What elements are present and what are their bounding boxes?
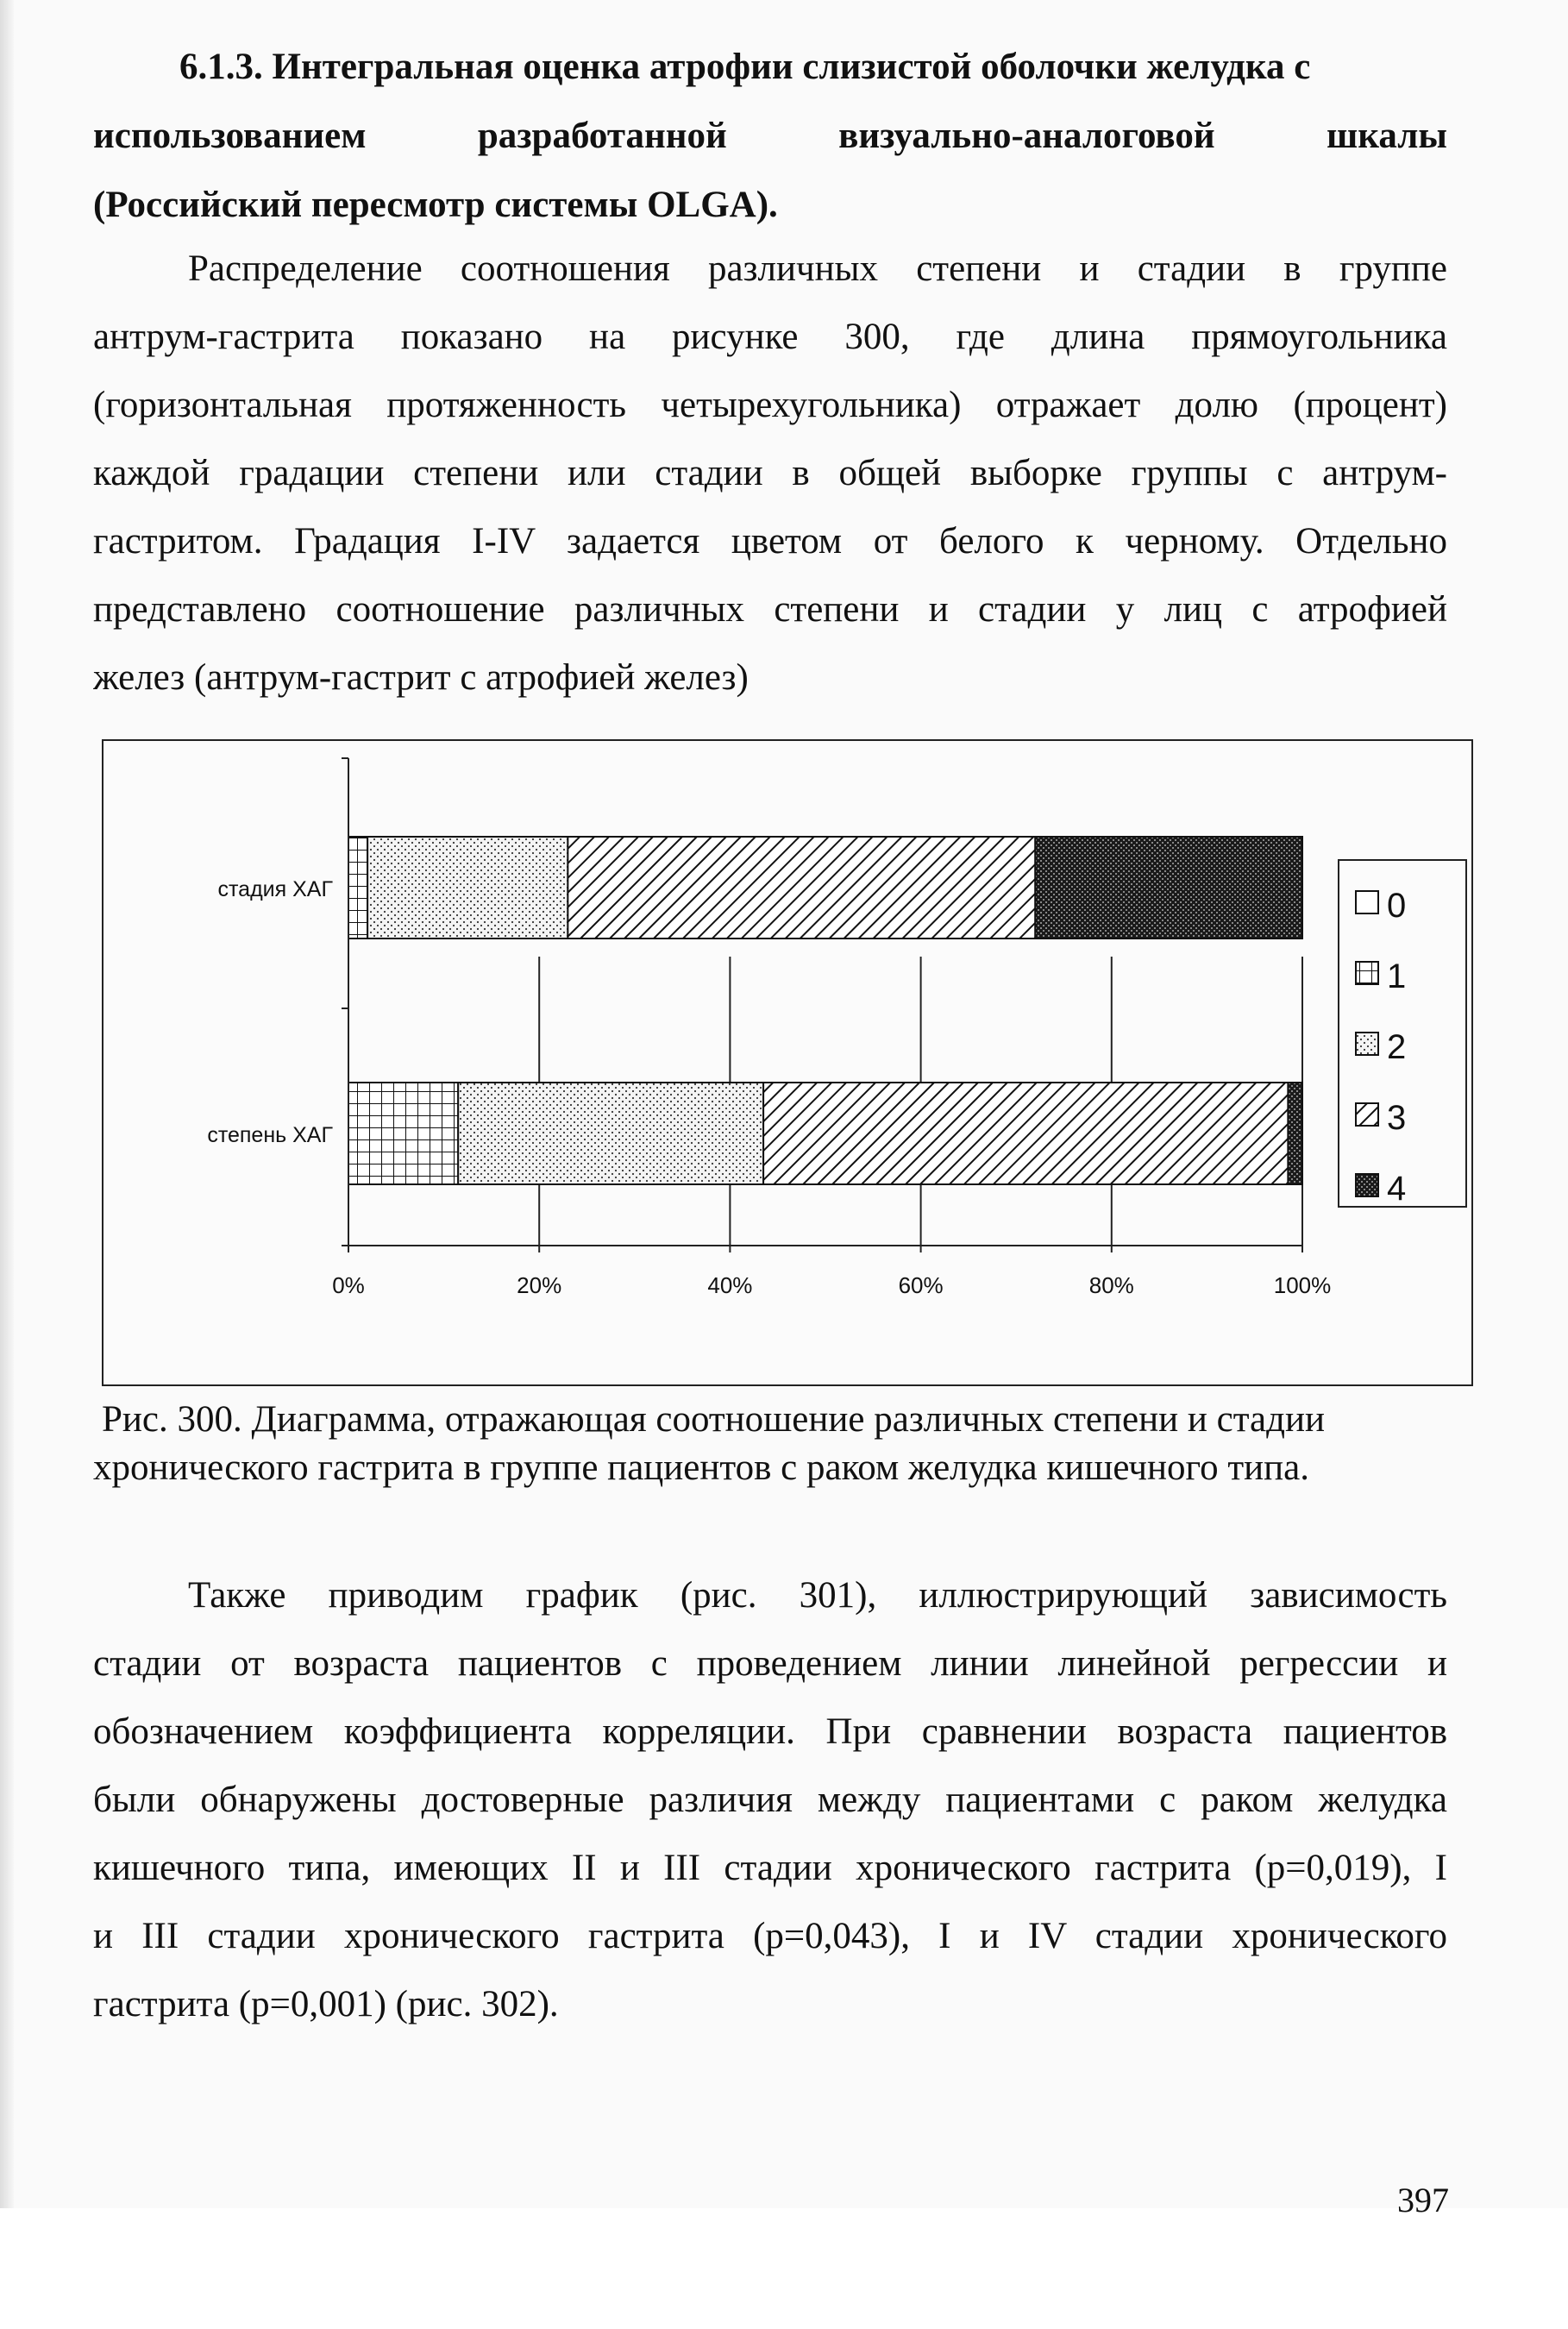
paragraph-line: были обнаружены достоверные различия между пациентами с раком желудка <box>93 1780 1447 1820</box>
legend <box>1339 860 1466 1208</box>
caption-line: хронического гастрита в группе пациентов с раком желудка кишечного типа. <box>93 1447 1310 1488</box>
page-bottom-margin <box>0 2208 1568 2329</box>
legend-swatch-1 <box>1356 962 1378 984</box>
scan-edge-shadow <box>0 0 14 2208</box>
category-label: стадия ХАГ <box>217 877 333 901</box>
heading-word: шкалы <box>1326 116 1447 156</box>
heading-word: визуально-аналоговой <box>838 116 1215 156</box>
paragraph-line: стадии от возраста пациентов с проведением линии линейной регрессии и <box>93 1643 1447 1684</box>
section-heading <box>93 33 1447 240</box>
bar-segment-1 <box>348 1083 458 1184</box>
paragraph-line: гастритом. Градация I-IV задается цветом от белого к черному. Отдельно <box>93 521 1447 562</box>
x-tick-label: 0% <box>332 1272 365 1298</box>
paragraph-line: обозначением коэффициента корреляции. При сравнении возраста пациентов <box>93 1711 1447 1752</box>
legend-swatch-4 <box>1356 1174 1378 1196</box>
x-tick-label: 40% <box>707 1272 753 1298</box>
category-label: степень ХАГ <box>207 1123 333 1147</box>
bar-segment-3 <box>763 1083 1288 1184</box>
legend-swatch-0 <box>1356 891 1378 913</box>
heading-line-1: 6.1.3. Интегральная оценка атрофии слизистой оболочки желудка с <box>179 47 1311 87</box>
paragraph-line: представлено соотношение различных степени и стадии у лиц с атрофией <box>93 589 1447 630</box>
x-tick-label: 80% <box>1088 1272 1134 1298</box>
figure-caption <box>93 1396 1447 1492</box>
legend-label: 4 <box>1387 1170 1407 1208</box>
chart-svg <box>103 741 1471 1384</box>
heading-word: разработанной <box>477 116 727 156</box>
legend-swatch-2 <box>1356 1033 1378 1055</box>
paragraph-line: гастрита (p=0,001) (рис. 302). <box>93 1984 559 2025</box>
bar-segment-1 <box>348 837 367 939</box>
bars <box>348 837 1302 1184</box>
page-number: 397 <box>1397 2181 1449 2219</box>
paragraph-line: и III стадии хронического гастрита (p=0,043), I и IV стадии хронического <box>93 1916 1447 1956</box>
legend-label: 3 <box>1387 1099 1407 1137</box>
paragraph-line: Распределение соотношения различных степени и стадии в группе <box>188 248 1447 289</box>
bar-segment-4 <box>1035 837 1302 939</box>
stacked-bar-chart <box>102 739 1473 1386</box>
heading-line-3: (Российский пересмотр системы OLGA). <box>93 185 778 225</box>
x-tick-label: 100% <box>1273 1272 1332 1298</box>
legend-swatch-3 <box>1356 1103 1378 1126</box>
paragraph-line: каждой градации степени или стадии в общей выборке группы с антрум- <box>93 453 1447 493</box>
paragraph-followup <box>93 1561 1447 2038</box>
bar-segment-4 <box>1288 1083 1302 1184</box>
legend-label: 1 <box>1387 957 1407 995</box>
paragraph-line: кишечного типа, имеющих II и III стадии хронического гастрита (p=0,019), I <box>93 1848 1447 1888</box>
paragraph-intro <box>93 235 1447 712</box>
bar-segment-2 <box>367 837 568 939</box>
paragraph-line: антрум-гастрита показано на рисунке 300, где длина прямоугольника <box>93 317 1447 357</box>
legend-label: 0 <box>1387 887 1407 925</box>
x-tick-label: 20% <box>517 1272 562 1298</box>
caption-line: Рис. 300. Диаграмма, отражающая соотношение различных степени и стадии <box>102 1399 1326 1440</box>
paragraph-line: желез (антрум-гастрит с атрофией желез) <box>93 657 749 698</box>
heading-line-2 <box>93 102 1447 171</box>
x-tick-label: 60% <box>898 1272 944 1298</box>
heading-word: использованием <box>93 116 367 156</box>
legend-label: 2 <box>1387 1028 1407 1066</box>
bar-segment-2 <box>458 1083 763 1184</box>
paragraph-line: Также приводим график (рис. 301), иллюстрирующий зависимость <box>188 1575 1447 1616</box>
bar-segment-3 <box>568 837 1035 939</box>
paragraph-line: (горизонтальная протяженность четырехугольника) отражает долю (процент) <box>93 385 1447 425</box>
